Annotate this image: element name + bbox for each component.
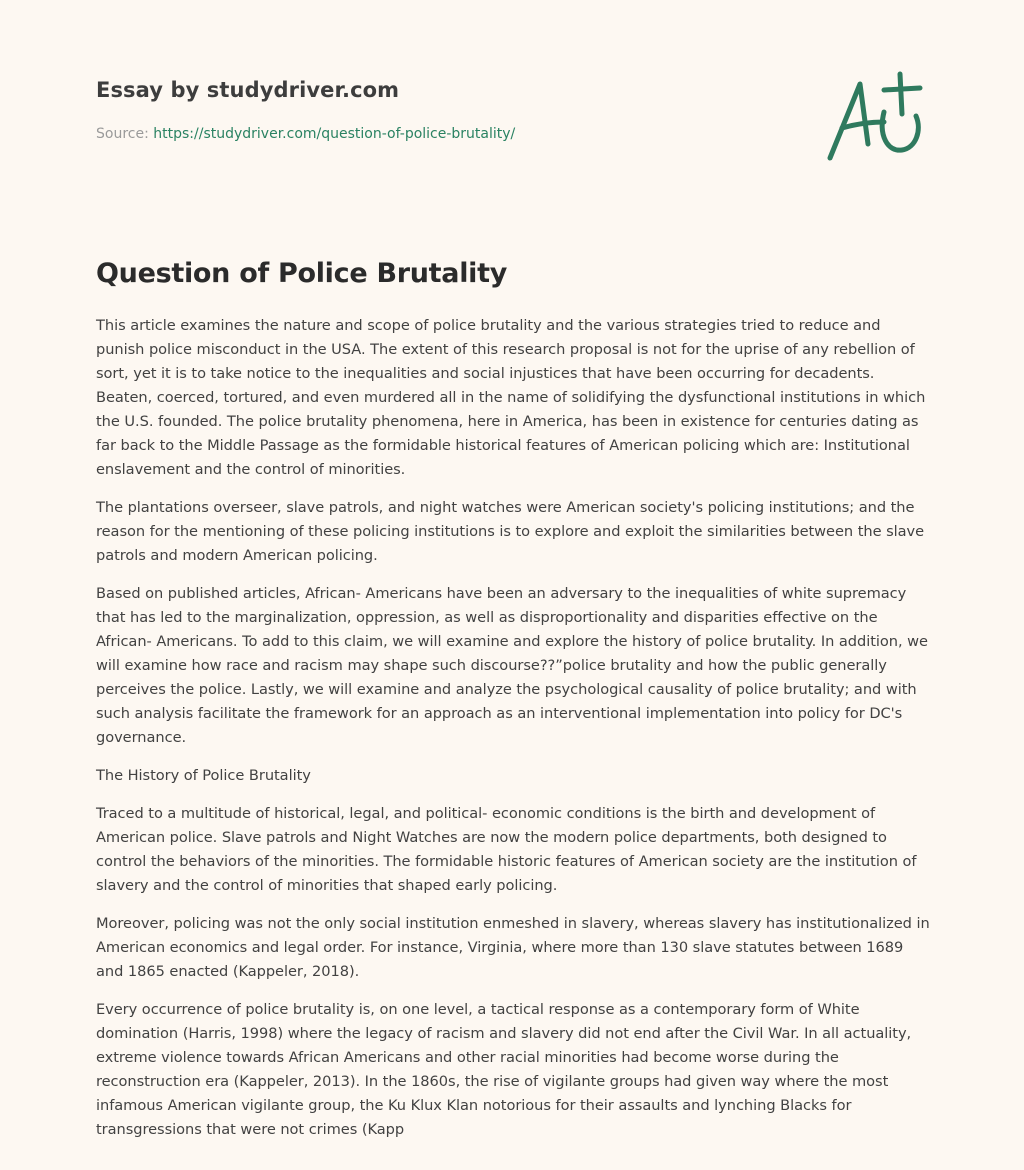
site-title: Essay by studydriver.com [96, 78, 400, 102]
document-title: Question of Police Brutality [96, 258, 508, 289]
source-line [96, 124, 736, 144]
paragraph: The plantations overseer, slave patrols, and night watches were American society's policing institutions; and the reason for the mentioning of these policing institutions is to explore and exploit the similarities between the slave patrols and modern American policing. [96, 499, 925, 564]
paragraph: This article examines the nature and scope of police brutality and the various strategies tried to reduce and punish police misconduct in the USA. The extent of this research proposal is not for the uprise of any rebellion of sort, yet it is to take notice to the inequalities and social injustices that have been occurring for decadents. Beaten, coerced, tortured, and even murdered all in the name of solidifying the dysfunctional institutions in which the U.S. founded. The police brutality phenomena, here in America, has been in existence for centuries dating as far back to the Middle Passage as the formidable historical features of American policing which are: Institutional enslavement and the control of minorities. [96, 317, 926, 478]
source-link[interactable]: https://studydriver.com/question-of-police-brutality/ [153, 126, 516, 142]
page-header [96, 76, 736, 144]
document-body [96, 314, 930, 1156]
a-plus-grade-icon [822, 66, 926, 166]
paragraph: Traced to a multitude of historical, legal, and political- economic conditions is the birth and development of American police. Slave patrols and Night Watches are now the modern police departments, both designed to control the behaviors of the minorities. The formidable historic features of American society are the institution of slavery and the control of minorities that shaped early policing. [96, 805, 917, 894]
paragraph: Moreover, policing was not the only social institution enmeshed in slavery, whereas slavery has institutionalized in American economics and legal order. For instance, Virginia, where more than 130 slave statutes between 1689 and 1865 enacted (Kappeler, 2018). [96, 915, 930, 980]
source-label: Source: [96, 126, 149, 142]
paragraph: Based on published articles, African- Americans have been an adversary to the inequalities of white supremacy that has led to the marginalization, oppression, as well as disproportionality and disparities effective on the African- Americans. To add to this claim, we will examine and explore the history of police brutality. In addition, we will examine how race and racism may shape such discourse??”police brutality and how the public generally perceives the police. Lastly, we will examine and analyze the psychological causality of police brutality; and with such analysis facilitate the framework for an approach as an interventional implementation into policy for DC's governance. [96, 585, 928, 746]
section-heading: The History of Police Brutality [96, 767, 311, 784]
paragraph: Every occurrence of police brutality is, on one level, a tactical response as a contemporary form of White domination (Harris, 1998) where the legacy of racism and slavery did not end after the Civil War. In all actuality, extreme violence towards African Americans and other racial minorities had become worse during the reconstruction era (Kappeler, 2013). In the 1860s, the rise of vigilante groups had given way where the most infamous American vigilante group, the Ku Klux Klan notorious for their assaults and lynching Blacks for transgressions that were not crimes (Kapp [96, 1001, 912, 1138]
